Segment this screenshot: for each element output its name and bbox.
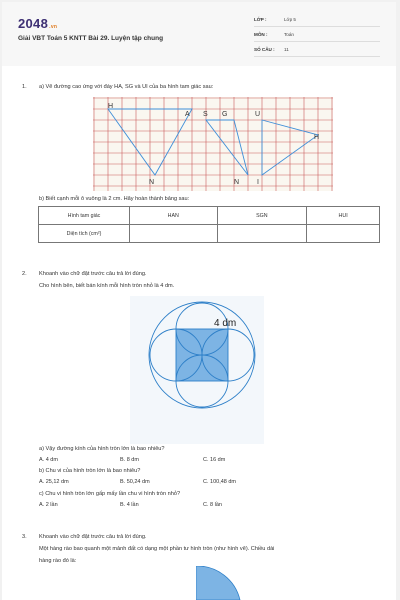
question-2c-option-b[interactable]: B. 4 lần	[120, 502, 139, 508]
question-2-number: 2.	[22, 271, 27, 277]
question-2a-option-a[interactable]: A. 4 dm	[39, 457, 58, 463]
question-2b-text: b) Chu vi của hình tròn lớn là bao nhiêu?	[39, 468, 141, 474]
question-2c-text: c) Chu vi hình tròn lớn gấp mấy lần chu vi hình tròn nhỏ?	[39, 491, 181, 497]
question-2b-option-a[interactable]: A. 25,12 dm	[39, 479, 69, 485]
area-answer-hui[interactable]	[307, 225, 380, 243]
question-2b-option-c[interactable]: C. 100,48 dm	[203, 479, 237, 485]
grade-value: Lớp 5	[284, 17, 296, 22]
question-3-text-line-2: hàng rào đó là:	[39, 558, 77, 564]
question-3-number: 3.	[22, 534, 27, 540]
question-2c-option-c[interactable]: C. 8 lần	[203, 502, 222, 508]
table-header-cell: HAN	[130, 207, 218, 225]
logo-suffix: .vn	[49, 24, 58, 30]
question-2a-option-b[interactable]: B. 8 dm	[120, 457, 139, 463]
question-count-label: SỐ CÂU :	[254, 47, 275, 52]
question-count-value: 11	[284, 47, 289, 52]
worksheet-title: Giải VBT Toán 5 KNTT Bài 29. Luyện tập chung	[18, 35, 164, 42]
label-i: I	[257, 179, 259, 186]
question-1-number: 1.	[22, 84, 27, 90]
page-header	[2, 2, 396, 66]
area-answer-sgn[interactable]	[217, 225, 307, 243]
question-2b-option-b[interactable]: B. 50,24 dm	[120, 479, 150, 485]
label-g: G	[222, 111, 228, 118]
table-row	[39, 225, 380, 243]
triangle-area-table	[38, 206, 380, 243]
worksheet-page	[2, 2, 396, 600]
label-a: A	[185, 111, 190, 118]
question-2-given: Cho hình bên, biết bán kính mỗi hình tròn nhỏ là 4 dm.	[39, 283, 175, 289]
grade-label: LỚP :	[254, 17, 267, 22]
question-3-text-line-1: Một hàng rào bao quanh một mảnh đất có dạng một phần tư hình tròn (như hình vẽ). Chiều dài	[39, 546, 275, 552]
question-2c-option-a[interactable]: A. 2 lần	[39, 502, 58, 508]
question-1-part-b: b) Biết cạnh mỗi ô vuông là 2 cm. Hãy hoàn thành bảng sau:	[39, 196, 190, 202]
circles-figure	[130, 296, 264, 444]
radius-label: 4 dm	[214, 318, 237, 329]
triangle-grid-figure	[93, 97, 333, 191]
question-count-divider	[254, 56, 380, 57]
area-row-label: Diện tích (cm²)	[39, 225, 130, 243]
table-header-row	[39, 207, 380, 225]
grade-divider	[254, 26, 380, 27]
label-h-right: H	[314, 134, 320, 141]
question-2a-text: a) Vậy đường kính của hình tròn lớn là bao nhiêu?	[39, 446, 165, 452]
site-logo[interactable]: 2048.vn	[18, 16, 58, 31]
question-2-instruction: Khoanh vào chữ đặt trước câu trả lời đúng.	[39, 271, 147, 277]
table-header-cell: SGN	[217, 207, 307, 225]
subject-label: MÔN :	[254, 32, 268, 37]
label-s: S	[203, 111, 208, 118]
label-h-left: H	[108, 103, 114, 110]
label-n-right: N	[234, 179, 240, 186]
subject-value: Toán	[284, 32, 294, 37]
question-1-part-a: a) Vẽ đường cao ứng với đáy HA, SG và UI của ba hình tam giác sau:	[39, 84, 214, 90]
area-answer-han[interactable]	[130, 225, 218, 243]
table-header-cell: Hình tam giác	[39, 207, 130, 225]
question-3-instruction: Khoanh vào chữ đặt trước câu trả lời đúng.	[39, 534, 147, 540]
label-n-left: N	[149, 179, 155, 186]
table-header-cell: HUI	[307, 207, 380, 225]
subject-divider	[254, 41, 380, 42]
quarter-circle-figure	[196, 566, 266, 600]
question-2a-option-c[interactable]: C. 16 dm	[203, 457, 226, 463]
label-u: U	[255, 111, 261, 118]
